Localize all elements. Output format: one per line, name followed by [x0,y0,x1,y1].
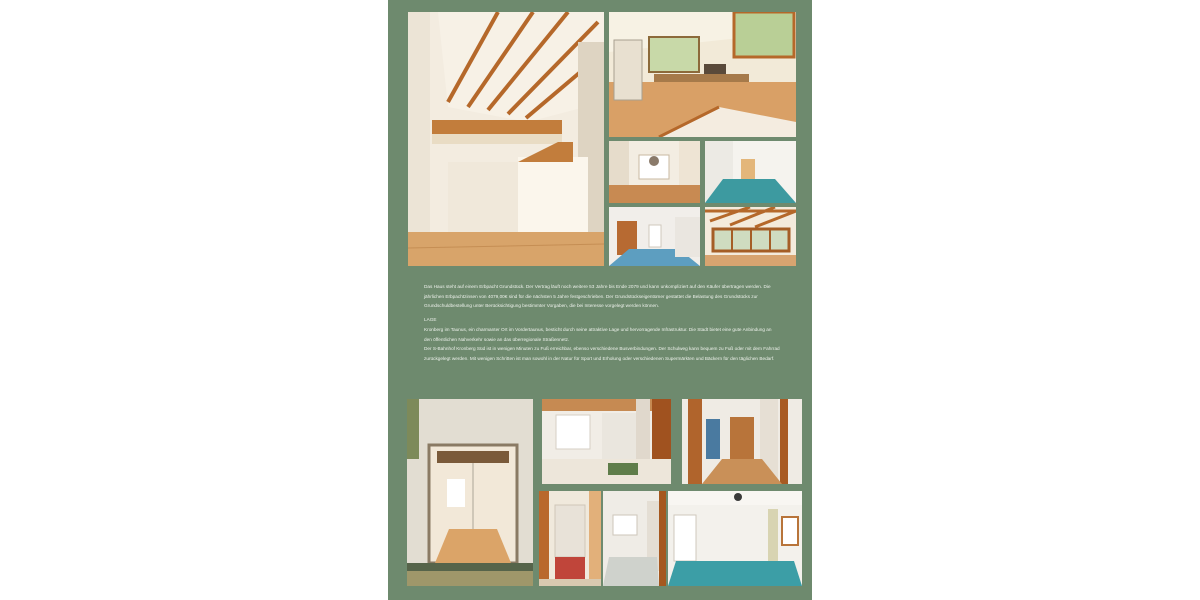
photo-hallway [609,207,700,266]
heading-lage: LAGE [424,317,437,323]
photo-atrium-gallery [408,12,604,266]
photo-corridor [682,399,802,484]
photo-shower [539,491,601,586]
photo-bathroom [542,399,671,484]
photo-attic-fireplace [609,12,796,137]
paragraph-location: Kronberg im Taunus, ein charmanter Ort im Vordertaunus, besticht durch seine attraktive Lage und hervorragende Infrastruktur. Die Stadt bietet eine gute Anbindung an den öffentlichen Nahverkehr sowie an das überregionale Straßennetz. [424,326,772,342]
photo-dining-room [609,141,700,203]
paragraph-transport: Der S-Bahnhof Kronberg Süd ist in wenigen Minuten zu Fuß erreichbar, ebenso verschiedene Busverbindungen. Der Schulweg kann bequem zu Fuß oder mit dem Fahrrad zurückgelegt werden. Mit wenigen Schritten ist man sowohl in der Natur für Sport und Erholung oder verschiedenen Supermärkten und Bäckern für den täglichen Bedarf. [424,346,780,361]
photo-attic-windows [705,207,796,266]
photo-bedroom [668,491,802,586]
paragraph-lease: Das Haus steht auf einem Erbpacht Grundstück. Der Vertrag läuft noch weitere 53 Jahre bis Ende 2079 und kann unkompliziert auf den Käufer übertragen werden. Die jährlichen Erbpachtzinsen von 4079,00€ sind für die nächsten 5 Jahre festgeschrieben. Der Grundstückseigentümer gestattet die Belastung des Grundstücks zur Grundschuldbestellung unter Berücksichtigung bestimmter Vorgaben, die bei Interesse vorgelegt werden können. [424,284,771,309]
brochure-page [388,0,812,600]
photo-kitchen [603,491,666,586]
description-text [424,282,780,364]
photo-entrance [407,399,533,586]
photo-blue-carpet-room [705,141,796,203]
